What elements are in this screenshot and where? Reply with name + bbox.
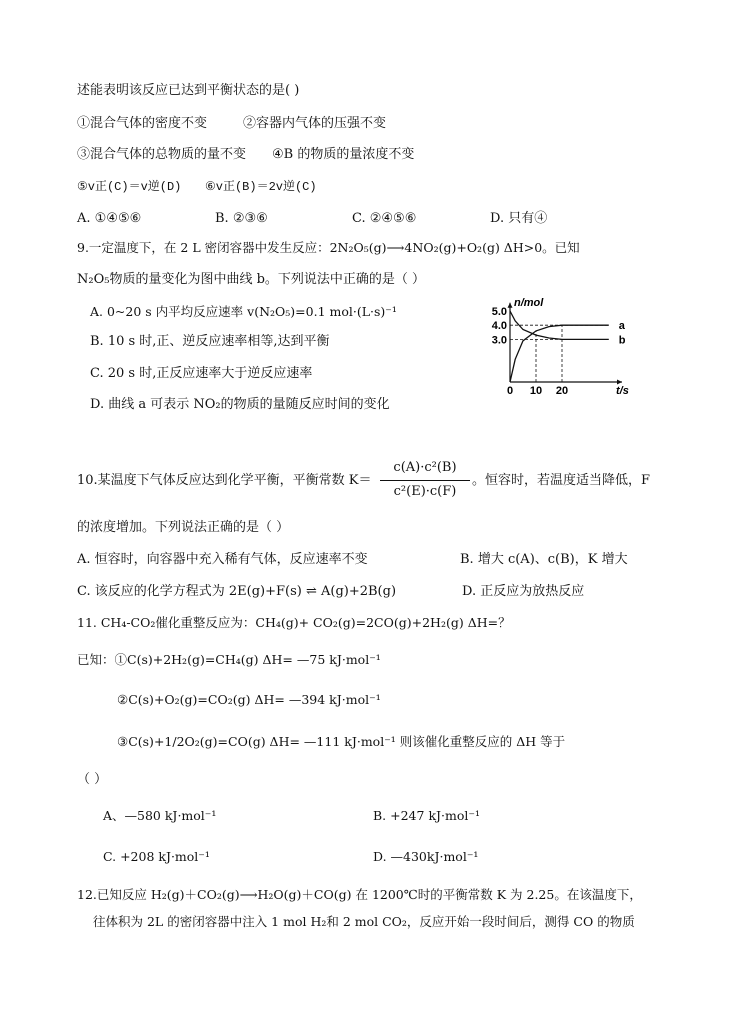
- x-tick-label: 20: [555, 385, 569, 397]
- y-tick-label: 5.0: [491, 306, 507, 318]
- q12-stem-line1: 12.已知反应 H₂(g)＋CO₂(g)⟶H₂O(g)＋CO(g) 在 1200℃时的平衡常数 K 为 2.25。在该温度下，: [77, 887, 642, 902]
- q8-option-b: B. ②③⑥: [215, 211, 268, 226]
- x-axis-arrow: [617, 380, 622, 385]
- q11-option-a: A、—580 kJ·mol⁻¹: [103, 808, 217, 823]
- y-axis-label: n/mol: [514, 296, 544, 309]
- q9-option-c: C. 20 s 时,正反应速率大于逆反应速率: [90, 366, 313, 381]
- q12-stem-line2: 往体积为 2L 的密闭容器中注入 1 mol H₂和 2 mol CO₂，反应开始一段时间后，测得 CO 的物质: [93, 914, 635, 929]
- q11-option-c: C. +208 kJ·mol⁻¹: [103, 849, 210, 864]
- q9-chart: [472, 296, 629, 400]
- q10-option-b: B. 增大 c(A)、c(B)，K 增大: [460, 552, 628, 567]
- q11-known-3: ③C(s)+1/2O₂(g)=CO(g) ΔH= —111 kJ·mol⁻¹ 则该催化重整反应的 ΔH 等于: [117, 734, 566, 749]
- y-tick-label: 3.0: [491, 334, 507, 347]
- q9-stem-line2: N₂O₅物质的量变化为图中曲线 b。下列说法中正确的是（ ）: [77, 272, 426, 287]
- q8-condition-4: ④B 的物质的量浓度不变: [272, 147, 415, 162]
- q10-option-d: D. 正反应为放热反应: [462, 584, 585, 599]
- q11-option-d: D. —430kJ·mol⁻¹: [373, 849, 479, 864]
- series-label-a: a: [618, 320, 625, 333]
- q10-option-a: A. 恒容时，向容器中充入稀有气体，反应速率不变: [77, 552, 368, 567]
- q11-known-1: 已知：①C(s)+2H₂(g)=CH₄(g) ΔH= —75 kJ·mol⁻¹: [77, 652, 381, 667]
- q10-option-c: C. 该反应的化学方程式为 2E(g)+F(s) ⇌ A(g)+2B(g): [77, 584, 397, 599]
- q8-condition-1: ①混合气体的密度不变: [77, 116, 208, 131]
- q9-stem-line1: 9.一定温度下，在 2 L 密闭容器中发生反应：2N₂O₅(g)⟶4NO₂(g)+O₂(g) ΔH>0。已知: [77, 240, 580, 255]
- q11-answer-paren: （ ）: [77, 772, 108, 787]
- q10-k-fraction: [380, 458, 470, 504]
- x-tick-label: 10: [529, 385, 543, 397]
- q10-stem-part2: 。恒容时，若温度适当降低，F: [472, 473, 651, 488]
- x-tick-label: 0: [506, 385, 514, 397]
- q11-stem: 11. CH₄-CO₂催化重整反应为：CH₄(g)+ CO₂(g)=2CO(g)+2H₂(g) ΔH=？: [77, 615, 511, 630]
- q10-stem-part1: 10.某温度下气体反应达到化学平衡，平衡常数 K＝: [77, 473, 372, 488]
- fraction-bar: [380, 480, 470, 481]
- q9-option-a: A. 0~20 s 内平均反应速率 v(N₂O₅)=0.1 mol·(L·s)⁻¹: [90, 304, 397, 319]
- series-label-b: b: [618, 334, 626, 347]
- y-tick-label: 4.0: [491, 320, 507, 333]
- q8-condition-2: ②容器内气体的压强不变: [243, 116, 387, 131]
- q8-condition-3: ③混合气体的总物质的量不变: [77, 147, 247, 162]
- q9-option-d: D. 曲线 a 可表示 NO₂的物质的量随反应时间的变化: [90, 397, 390, 412]
- q8-option-d: D. 只有④: [490, 211, 548, 226]
- q8-condition-6: ⑥v正(B)＝2v逆(C): [205, 180, 317, 194]
- y-axis-arrow: [508, 303, 513, 308]
- q8-condition-5: ⑤v正(C)＝v逆(D): [77, 180, 182, 194]
- q10-fraction-denominator: c²(E)·c(F): [393, 484, 457, 499]
- q8-option-c: C. ②④⑤⑥: [352, 211, 417, 226]
- q8-option-a: A. ①④⑤⑥: [77, 211, 142, 226]
- q11-option-b: B. +247 kJ·mol⁻¹: [373, 808, 480, 823]
- q9-option-b: B. 10 s 时,正、逆反应速率相等,达到平衡: [90, 334, 330, 349]
- q10-stem-line2: 的浓度增加。下列说法正确的是（ ）: [77, 520, 290, 535]
- q10-fraction-numerator: c(A)·c²(B): [393, 460, 457, 475]
- x-axis-label: t/s: [616, 385, 629, 397]
- q8-stem: 述能表明该反应已达到平衡状态的是( ): [77, 83, 300, 98]
- series-line-a: [510, 325, 609, 382]
- q11-known-2: ②C(s)+O₂(g)=CO₂(g) ΔH= —394 kJ·mol⁻¹: [117, 692, 381, 707]
